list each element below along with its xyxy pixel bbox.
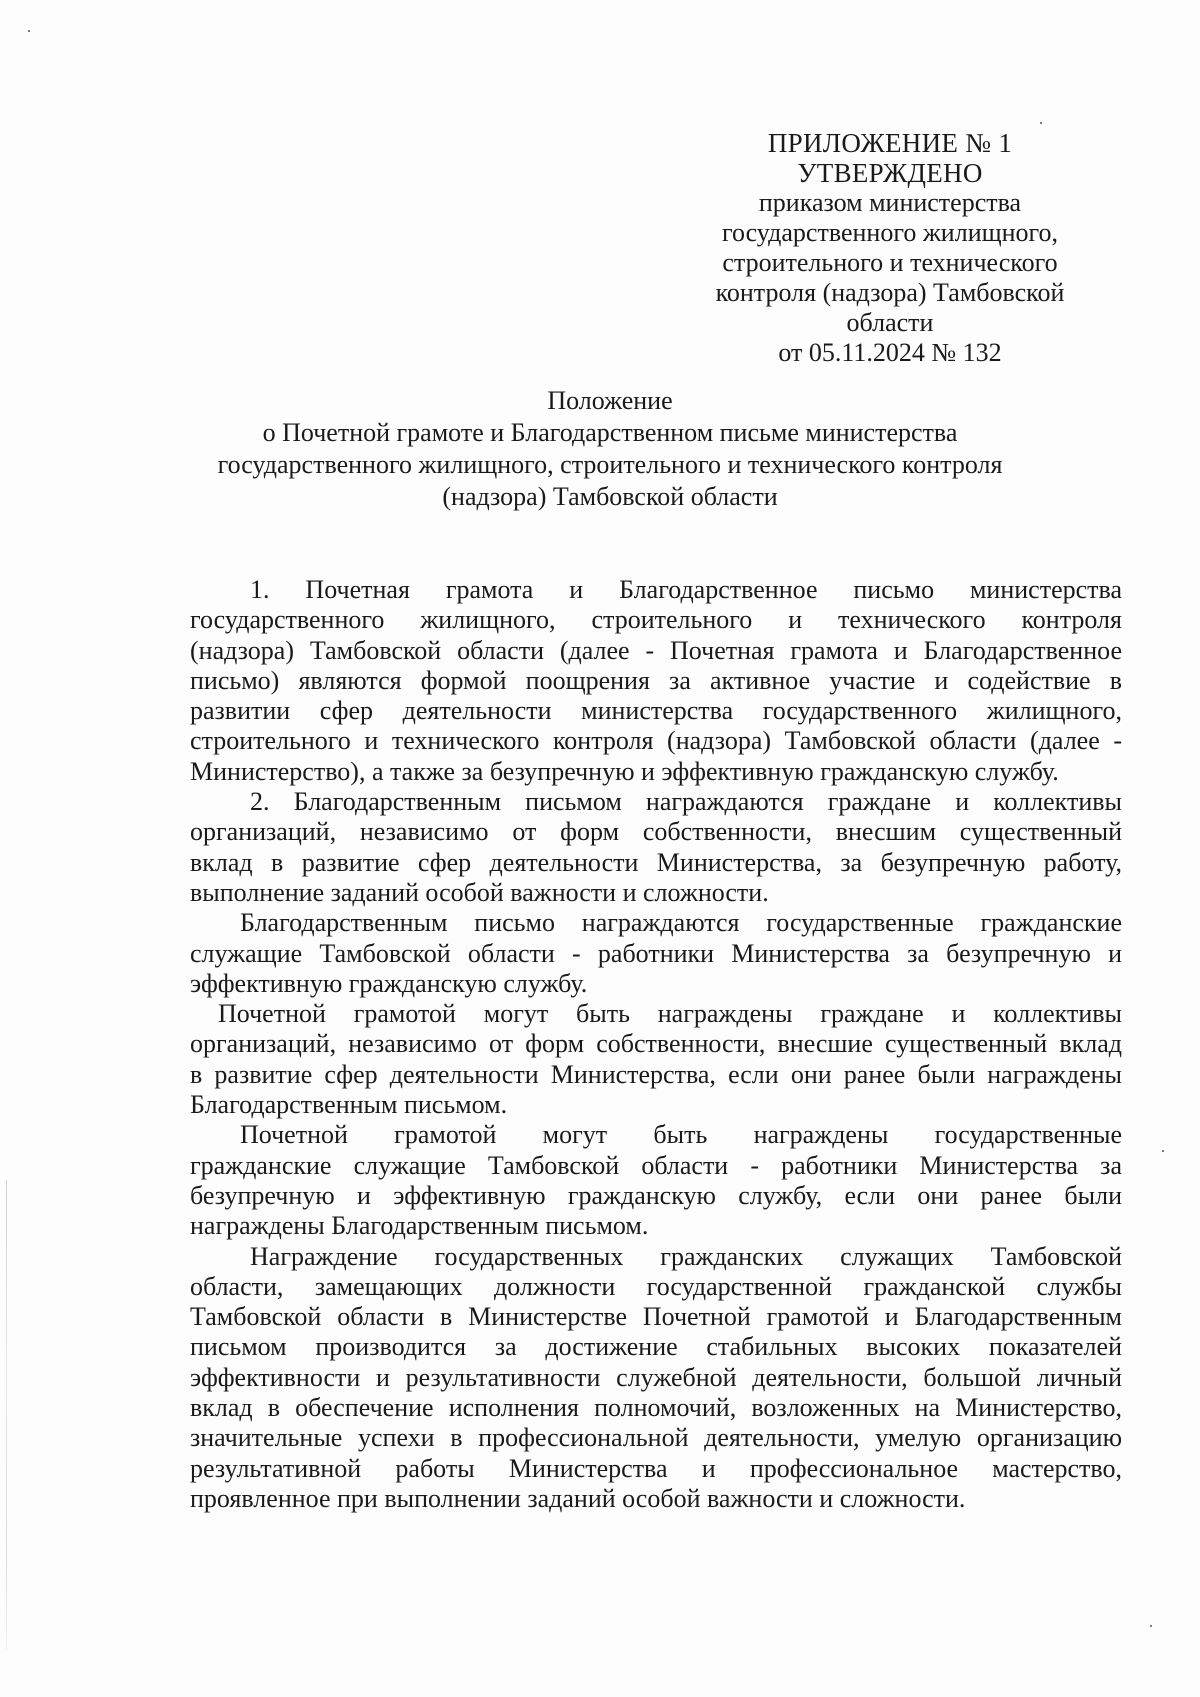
paragraph-line: области, замещающих должности государственной гражданской службы	[190, 1271, 1122, 1301]
scan-speck	[28, 30, 30, 32]
paragraph-line: вклад в обеспечение исполнения полномочий, возложенных на Министерство,	[190, 1393, 1122, 1423]
paragraph-line: Награждение государственных гражданских служащих Тамбовской	[250, 1241, 1122, 1271]
title-subheading: о Почетной грамоте и Благодарственном письме министерства	[262, 418, 958, 447]
paragraph-line: гражданские служащие Тамбовской области - работники Министерства за	[190, 1150, 1122, 1180]
paragraph-line: результативной работы Министерства и профессиональное мастерство,	[190, 1453, 1122, 1483]
paragraph-line: строительного и технического контроля (надзора) Тамбовской области (далее -	[190, 726, 1122, 756]
scan-edge-artifact	[6, 1180, 7, 1650]
paragraph-line: Министерство), а также за безупречную и эффективную гражданскую службу.	[190, 756, 1059, 786]
paragraph-line: Почетной грамотой могут быть награждены государственные	[240, 1120, 1122, 1150]
paragraph-line: Благодарственным письмо награждаются государственные гражданские	[240, 908, 1122, 938]
paragraph-line: письмо) являются формой поощрения за активное участие и содействие в	[190, 665, 1122, 695]
approved-label: УТВЕРЖДЕНО	[797, 158, 983, 188]
paragraph-line: государственного жилищного, строительного и технического контроля	[190, 605, 1122, 635]
body-paragraph	[190, 908, 1122, 999]
approval-line: приказом министерства	[758, 188, 1022, 217]
approval-line: строительного и технического	[722, 248, 1058, 277]
paragraph-line: награждены Благодарственным письмом.	[190, 1211, 649, 1241]
scan-speck	[1040, 122, 1042, 124]
approval-line: контроля (надзора) Тамбовской	[715, 278, 1065, 307]
paragraph-line: 2. Благодарственным письмом награждаются граждане и коллективы	[250, 787, 1122, 817]
document-body	[190, 575, 1122, 1514]
paragraph-line: служащие Тамбовской области - работники Министерства за безупречную и	[190, 938, 1122, 968]
scan-speck	[1162, 1150, 1164, 1152]
paragraph-line: развитии сфер деятельности министерства государственного жилищного,	[190, 696, 1122, 726]
paragraph-line: в развитие сфер деятельности Министерства, если они ранее были награждены	[190, 1059, 1122, 1089]
paragraph-line: эффективности и результативности служебной деятельности, большой личный	[190, 1362, 1122, 1392]
paragraph-line: (надзора) Тамбовской области (далее - Почетная грамота и Благодарственное	[190, 635, 1122, 665]
paragraph-line: безупречную и эффективную гражданскую службу, если они ранее были	[190, 1180, 1122, 1210]
paragraph-line: проявленное при выполнении заданий особой важности и сложности.	[190, 1483, 966, 1513]
paragraph-line: значительные успехи в профессиональной деятельности, умелую организацию	[190, 1423, 1122, 1453]
approval-line: области	[846, 308, 934, 337]
body-paragraph	[190, 999, 1122, 1120]
document-title	[150, 385, 1070, 513]
paragraph-line: выполнение заданий особой важности и сложности.	[190, 877, 769, 907]
paragraph-line: организаций, независимо от форм собственности, внесшим существенный	[190, 817, 1122, 847]
scan-speck	[1150, 1625, 1152, 1627]
approval-date-number: от 05.11.2024 № 132	[778, 338, 1002, 367]
paragraph-line: вклад в развитие сфер деятельности Министерства, за безупречную работу,	[190, 847, 1122, 877]
approval-stamp-block	[700, 128, 1080, 368]
title-heading: Положение	[547, 386, 673, 415]
title-subheading: государственного жилищного, строительного и технического контроля	[217, 450, 1003, 479]
paragraph-line: Благодарственным письмом.	[190, 1090, 508, 1120]
paragraph-line: 1. Почетная грамота и Благодарственное письмо министерства	[250, 575, 1122, 604]
body-paragraph	[190, 787, 1122, 908]
approval-line: государственного жилищного,	[721, 218, 1059, 247]
body-paragraph	[190, 575, 1122, 787]
paragraph-line: Тамбовской области в Министерстве Почетной грамотой и Благодарственным	[190, 1302, 1122, 1332]
body-paragraph	[190, 1242, 1122, 1515]
paragraph-line: письмом производится за достижение стабильных высоких показателей	[190, 1332, 1122, 1362]
paragraph-line: организаций, независимо от форм собственности, внесшие существенный вклад	[190, 1029, 1122, 1059]
paragraph-line: эффективную гражданскую службу.	[190, 968, 588, 998]
paragraph-line: Почетной грамотой могут быть награждены граждане и коллективы	[218, 999, 1122, 1029]
body-paragraph	[190, 1120, 1122, 1241]
appendix-label: ПРИЛОЖЕНИЕ № 1	[767, 128, 1013, 158]
title-subheading: (надзора) Тамбовской области	[442, 482, 778, 511]
